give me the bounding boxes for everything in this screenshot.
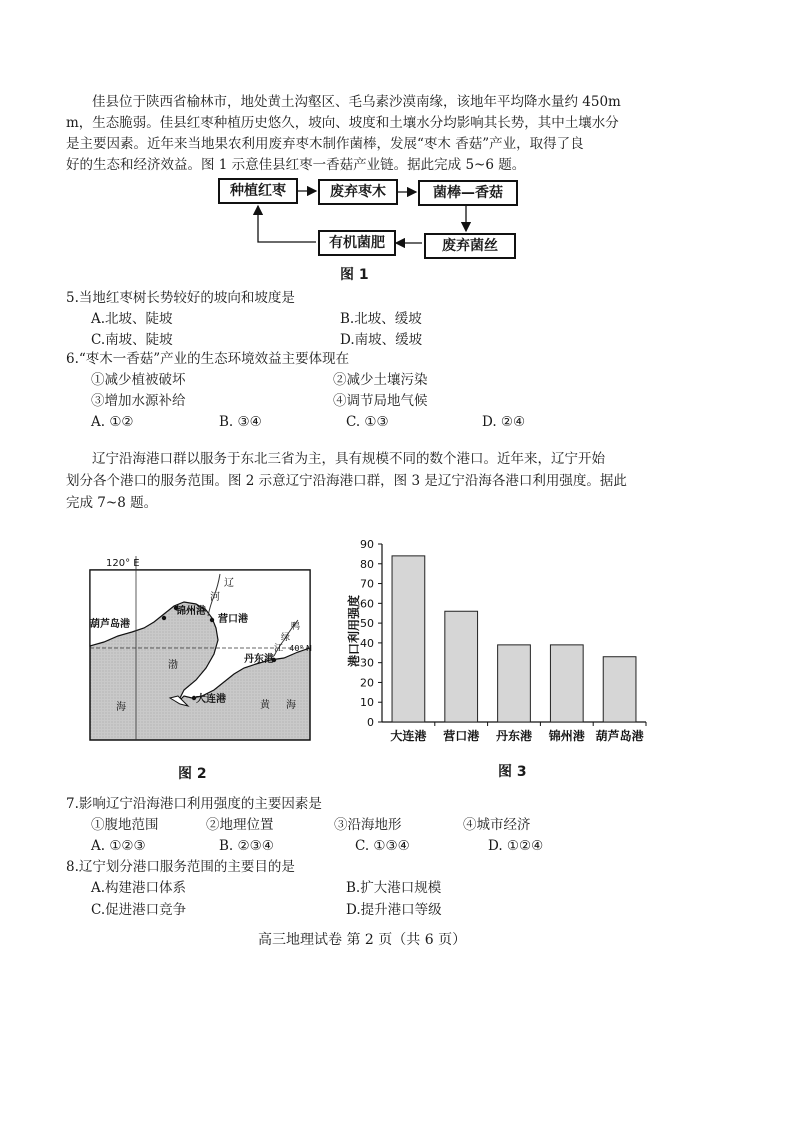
flow-box-organic-fertilizer: 有机菌肥 <box>318 230 396 256</box>
question-8-stem: 8.辽宁划分港口服务范围的主要目的是 <box>66 859 295 875</box>
question-8-option-b: B.扩大港口规模 <box>346 880 442 896</box>
bar <box>392 556 425 722</box>
map-label-dalian: 大连港 <box>196 694 226 705</box>
y-tick-label: 80 <box>360 557 374 571</box>
question-5-option-a: A.北坡、陡坡 <box>91 311 173 327</box>
question-8-option-a: A.构建港口体系 <box>91 880 187 896</box>
page-footer: 高三地理试卷 第 2 页（共 6 页） <box>258 932 467 948</box>
liaoning-port-map <box>84 556 316 744</box>
question-7-statement-4: ④城市经济 <box>463 817 531 833</box>
question-7-option-c: C. ①③④ <box>355 838 410 854</box>
map-label-hai-1: 海 <box>116 702 126 713</box>
map-point-huludao <box>162 616 166 620</box>
flow-box-fungus-stick-mushroom: 菌棒—香菇 <box>418 180 518 206</box>
question-6-statement-3: ③增加水源补给 <box>91 393 186 409</box>
question-5-option-b: B.北坡、缓坡 <box>340 311 422 327</box>
x-tick-label: 丹东港 <box>495 729 533 743</box>
y-tick-label: 40 <box>360 636 374 650</box>
figure-2-caption: 图 2 <box>178 766 207 782</box>
map-label-huang: 黄 <box>260 700 270 711</box>
passage-2-line-2: 划分各个港口的服务范围。图 2 示意辽宁沿海港口群，图 3 是辽宁沿海各港口利用强度。据此 <box>66 473 627 489</box>
question-7-statement-2: ②地理位置 <box>206 817 274 833</box>
flow-box-waste-jujube-wood: 废弃枣木 <box>318 179 398 205</box>
y-tick-label: 90 <box>360 538 374 551</box>
x-tick-label: 葫芦岛港 <box>595 729 644 743</box>
question-5-option-d: D.南坡、缓坡 <box>340 332 423 348</box>
map-label-he: 河 <box>210 592 220 603</box>
question-6-stem: 6.“枣木一香菇”产业的生态环境效益主要体现在 <box>66 351 350 367</box>
map-label-dandong: 丹东港 <box>244 654 274 665</box>
y-tick-label: 0 <box>367 716 374 729</box>
question-7-option-b: B. ②③④ <box>219 838 274 854</box>
question-7-stem: 7.影响辽宁沿海港口利用强度的主要因素是 <box>66 796 322 812</box>
map-label-yalu-3: 江 <box>274 644 284 654</box>
question-7-option-a: A. ①②③ <box>91 838 146 854</box>
flow-box-waste-mycelium: 废弃菌丝 <box>424 233 516 259</box>
bar <box>445 611 478 722</box>
y-tick-label: 20 <box>360 676 374 690</box>
passage-2-line-1: 辽宁沿海港口群以服务于东北三省为主，具有规模不同的数个港口。近年来，辽宁开始 <box>92 451 605 467</box>
question-6-statement-1: ①减少植被破坏 <box>91 372 186 388</box>
arrow-fertilizer-to-plant <box>258 206 316 242</box>
port-utilization-bar-chart <box>340 530 660 752</box>
question-6-statement-4: ④调节局地气候 <box>333 393 428 409</box>
y-tick-label: 30 <box>360 656 374 670</box>
bar <box>498 645 531 722</box>
map-label-yalu-1: 鸭 <box>291 622 301 632</box>
x-tick-label: 大连港 <box>390 729 427 743</box>
passage-1-line-1: 佳县位于陕西省榆林市，地处黄土沟壑区、毛乌素沙漠南缘，该地年平均降水量约 450m <box>92 94 621 110</box>
x-tick-label: 营口港 <box>443 729 480 743</box>
x-tick-label: 锦州港 <box>548 729 585 743</box>
map-label-yalu-2: 绿 <box>281 633 291 643</box>
passage-1-line-3: 是主要因素。近年来当地果农利用废弃枣木制作菌棒，发展“枣木 香菇”产业，取得了良 <box>66 136 584 152</box>
question-7-statement-3: ③沿海地形 <box>334 817 402 833</box>
question-6-option-b: B. ③④ <box>219 414 262 430</box>
question-7-statement-1: ①腹地范围 <box>91 817 159 833</box>
passage-2-line-3: 完成 7~8 题。 <box>66 495 158 511</box>
map-point-yingkou <box>210 618 214 622</box>
map-lat-label: 40° N <box>289 644 312 653</box>
passage-1-line-2: m，生态脆弱。佳县红枣种植历史悠久，坡向、坡度和土壤水分均影响其长势，其中土壤水分 <box>66 115 619 131</box>
map-label-jinzhou: 锦州港 <box>176 606 206 617</box>
question-8-option-c: C.促进港口竞争 <box>91 902 187 918</box>
question-7-option-d: D. ①②④ <box>488 838 544 854</box>
map-label-yingkou: 营口港 <box>218 614 248 625</box>
question-5-option-c: C.南坡、陡坡 <box>91 332 173 348</box>
question-8-option-d: D.提升港口等级 <box>346 902 442 918</box>
flowchart-arrows <box>0 0 794 300</box>
question-6-option-d: D. ②④ <box>482 414 526 430</box>
map-label-liao: 辽 <box>224 578 234 589</box>
y-tick-label: 10 <box>360 696 374 710</box>
map-label-huludao: 葫芦岛港 <box>90 619 130 630</box>
y-tick-label: 50 <box>360 617 374 631</box>
bar <box>550 645 583 722</box>
y-tick-label: 70 <box>360 577 374 591</box>
map-label-bo: 渤 <box>168 660 178 671</box>
question-6-statement-2: ②减少土壤污染 <box>333 372 428 388</box>
map-lon-label: 120° E <box>106 558 140 569</box>
passage-1-line-4: 好的生态和经济效益。图 1 示意佳县红枣一香菇产业链。据此完成 5~6 题。 <box>66 157 526 173</box>
bar <box>603 657 636 722</box>
figure-3-caption: 图 3 <box>498 764 527 780</box>
map-label-hai-2: 海 <box>286 700 296 711</box>
figure-1-caption: 图 1 <box>340 267 369 283</box>
question-6-option-a: A. ①② <box>91 414 134 430</box>
flow-box-plant-jujube: 种植红枣 <box>218 178 298 204</box>
question-6-option-c: C. ①③ <box>346 414 389 430</box>
y-axis-title: 港口利用强度 <box>347 594 361 667</box>
question-5-stem: 5.当地红枣树长势较好的坡向和坡度是 <box>66 290 295 306</box>
y-tick-label: 60 <box>360 597 374 611</box>
